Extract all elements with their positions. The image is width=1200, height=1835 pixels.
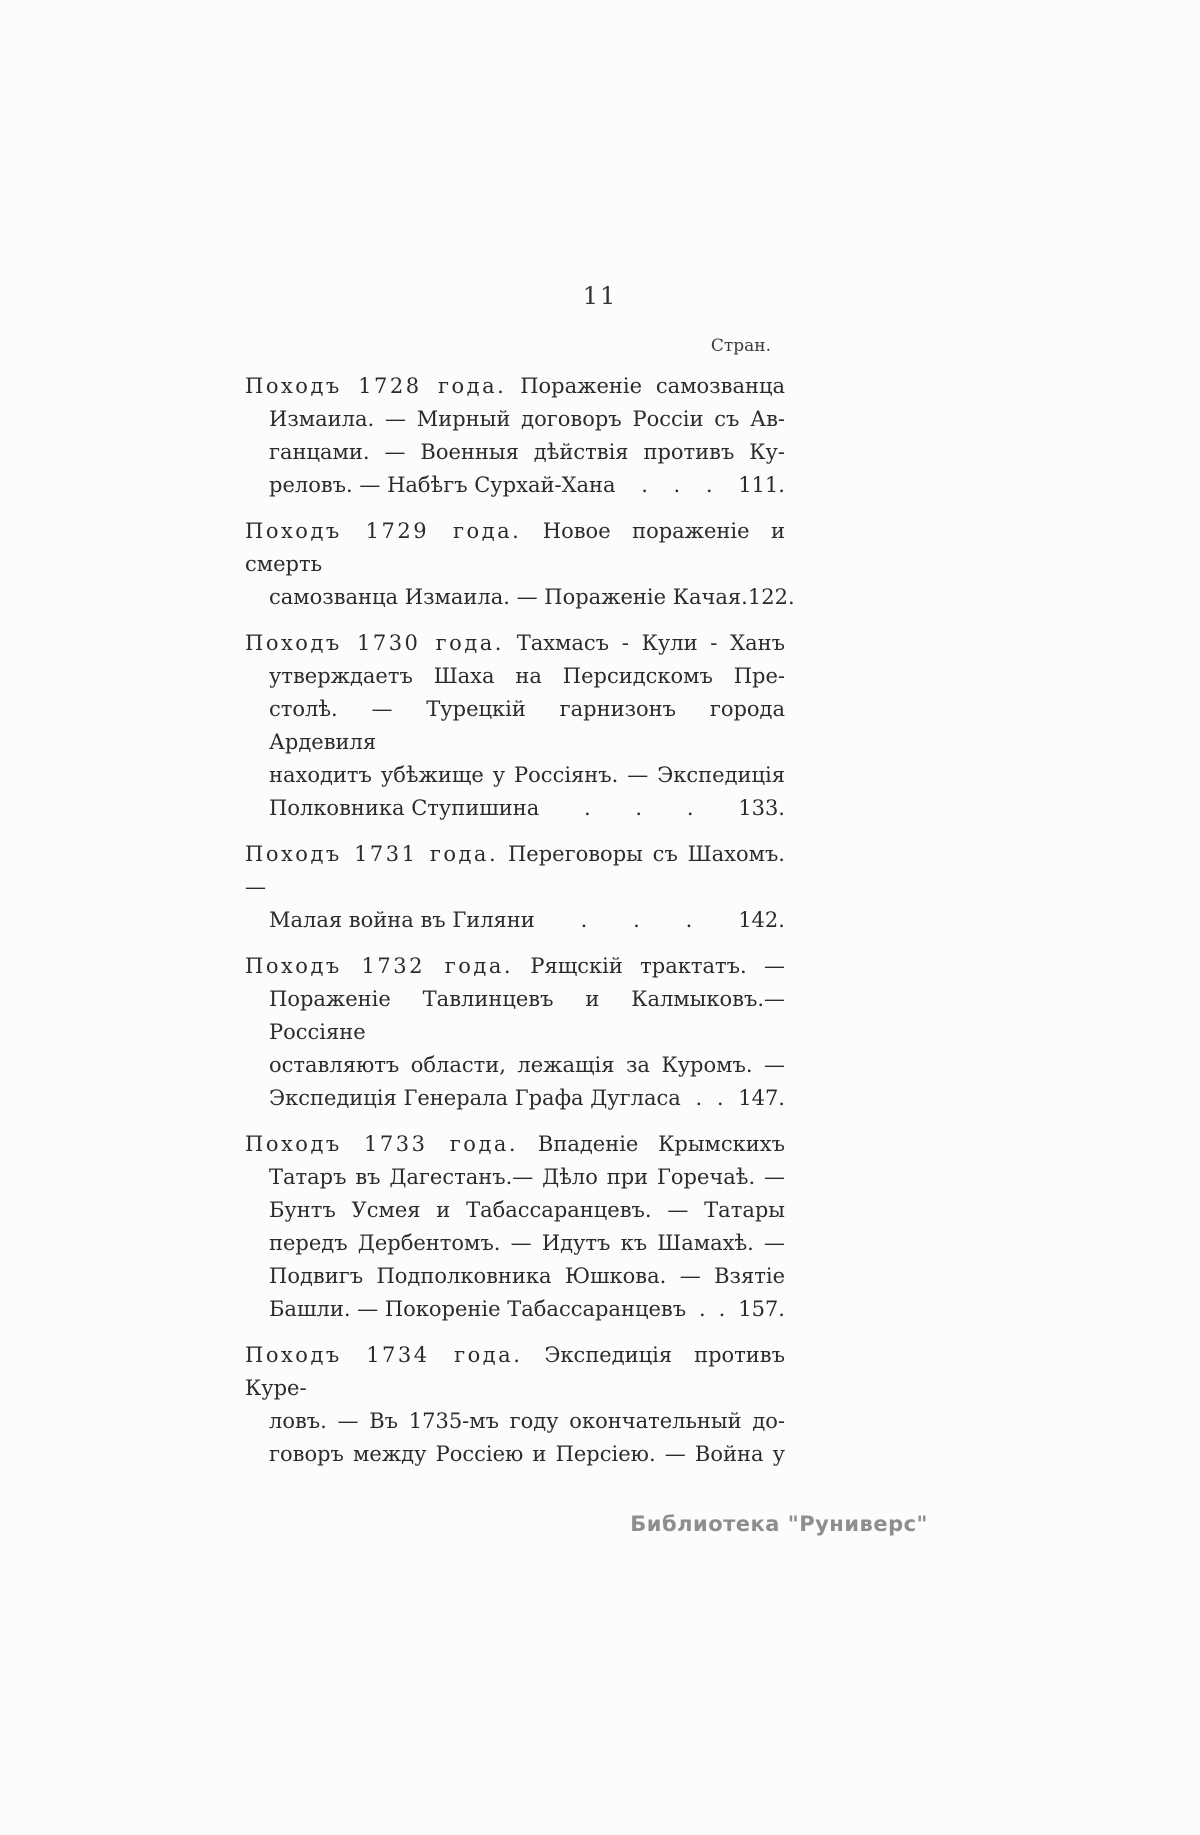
leader-dot: . — [633, 908, 640, 932]
toc-entry-line: Измаила. — Мирный договоръ Россіи съ Ав- — [269, 407, 785, 431]
toc-entry-text: Малая война въ Гиляни — [269, 908, 535, 932]
toc-entry-line: ганцами. — Военныя дѣйствія противъ Ку- — [269, 440, 785, 464]
toc-entry-text: реловъ. — Набѣгъ Сурхай-Хана — [269, 473, 616, 497]
toc-entry-campaign-heading: Походъ 1731 года. — [245, 842, 499, 866]
toc-entry-line: Бунтъ Усмея и Табассаранцевъ. — Татары — [269, 1198, 785, 1222]
toc-entry-text: Экспедиція противъ Куре- — [245, 1343, 785, 1400]
leader-dot: . — [685, 908, 693, 932]
toc-entry-line: ловъ. — Въ 1735-мъ году окончательный до- — [269, 1409, 785, 1433]
leader-dot: . — [698, 1297, 706, 1321]
leader-dot: . — [635, 796, 643, 820]
toc-entry-text: Экспедиція Генерала Графа Дугласа — [269, 1086, 681, 1110]
toc-entry — [245, 1128, 785, 1326]
toc-entry-page-ref: 142. — [738, 908, 785, 932]
toc-entry-text: Пораженіе самозванца — [520, 374, 785, 398]
toc-entry-first-line — [245, 950, 785, 983]
toc-entry-campaign-heading: Походъ 1733 года. — [245, 1132, 519, 1156]
toc-entry-campaign-heading: Походъ 1730 года. — [245, 631, 504, 655]
toc-entry-page-ref: 157. — [738, 1297, 785, 1321]
leader-dot: . — [716, 1086, 724, 1110]
leader-dot: . — [580, 908, 588, 932]
leader-dot: . — [741, 585, 748, 609]
toc-entry-line: Пораженіе Тавлинцевъ и Калмыковъ.— Россіяне — [269, 987, 785, 1044]
leader-dot: . — [686, 796, 694, 820]
toc-entry-line: говоръ между Россіею и Персіею. — Война у — [269, 1442, 785, 1466]
toc-entry-line: оставляютъ области, лежащія за Куромъ. — — [269, 1053, 785, 1077]
toc-entries — [245, 370, 795, 1471]
toc-entry-first-line — [245, 838, 785, 904]
leader-dot: . — [673, 473, 681, 497]
toc-entry-line: Подвигъ Подполковника Юшкова. — Взятіе — [269, 1264, 785, 1288]
toc-entry-last-line — [269, 904, 785, 937]
leader-dot: . — [641, 473, 648, 497]
toc-entry-last-line — [269, 581, 795, 614]
toc-entry-text: самозванца Измаила. — Пораженіе Качая — [269, 585, 742, 609]
leader-dot: . — [705, 473, 713, 497]
toc-entry-page-ref: 147. — [738, 1086, 785, 1110]
page-column-header: Стран. — [710, 336, 771, 356]
toc-entry-last-line — [269, 1082, 785, 1115]
toc-entry — [245, 627, 785, 825]
library-watermark: Библиотека "Руниверс" — [630, 1512, 928, 1536]
leader-dot: . — [584, 796, 591, 820]
toc-entry-first-line — [245, 1339, 785, 1405]
toc-entry-last-line — [269, 469, 785, 502]
toc-entry-campaign-heading: Походъ 1728 года. — [245, 374, 507, 398]
toc-entry-first-line — [245, 515, 785, 581]
toc-entry-text: Тахмасъ - Кули - Ханъ — [516, 631, 785, 655]
toc-entry-campaign-heading: Походъ 1729 года. — [245, 519, 522, 543]
page-number: 11 — [582, 282, 618, 310]
toc-entry-line: столѣ. — Турецкій гарнизонъ города Ардевиля — [269, 697, 785, 754]
toc-entry-page-ref: 111. — [738, 473, 785, 497]
toc-entry-campaign-heading: Походъ 1734 года. — [245, 1343, 523, 1367]
toc-entry-line: передъ Дербентомъ. — Идутъ къ Шамахѣ. — — [269, 1231, 785, 1255]
toc-entry-last-line — [269, 1293, 785, 1326]
toc-entry — [245, 515, 795, 614]
toc-entry-line: находитъ убѣжище у Россіянъ. — Экспедиція — [269, 763, 785, 787]
toc-entry-text: Переговоры съ Шахомъ.— — [245, 842, 785, 899]
toc-entry-page-ref: 122. — [747, 585, 795, 609]
toc-entry-text: Полковника Ступишина — [269, 796, 540, 820]
toc-entry-text: Башли. — Покореніе Табассаранцевъ — [269, 1297, 687, 1321]
toc-entry-first-line — [245, 1128, 785, 1161]
toc-entry-last-line — [269, 792, 785, 825]
toc-entry-first-line — [245, 370, 785, 403]
toc-entry-page-ref: 133. — [738, 796, 785, 820]
toc-entry-line: Татаръ въ Дагестанъ.— Дѣло при Горечаѣ. — — [269, 1165, 785, 1189]
toc-entry — [245, 950, 785, 1115]
toc-entry-text: Впаденіе Крымскихъ — [537, 1132, 785, 1156]
toc-entry — [245, 838, 785, 937]
toc-entry-first-line — [245, 627, 785, 660]
toc-entry — [245, 370, 785, 502]
toc-entry-line: утверждаетъ Шаха на Персидскомъ Пре- — [269, 664, 785, 688]
leader-dot: . — [718, 1297, 726, 1321]
table-of-contents — [245, 336, 795, 1484]
toc-entry-text: Новое пораженіе и смерть — [245, 519, 785, 576]
toc-entry-campaign-heading: Походъ 1732 года. — [245, 954, 514, 978]
toc-entry — [245, 1339, 785, 1471]
toc-entry-text: Рящскій трактатъ. — — [530, 954, 785, 978]
leader-dot: . — [695, 1086, 703, 1110]
